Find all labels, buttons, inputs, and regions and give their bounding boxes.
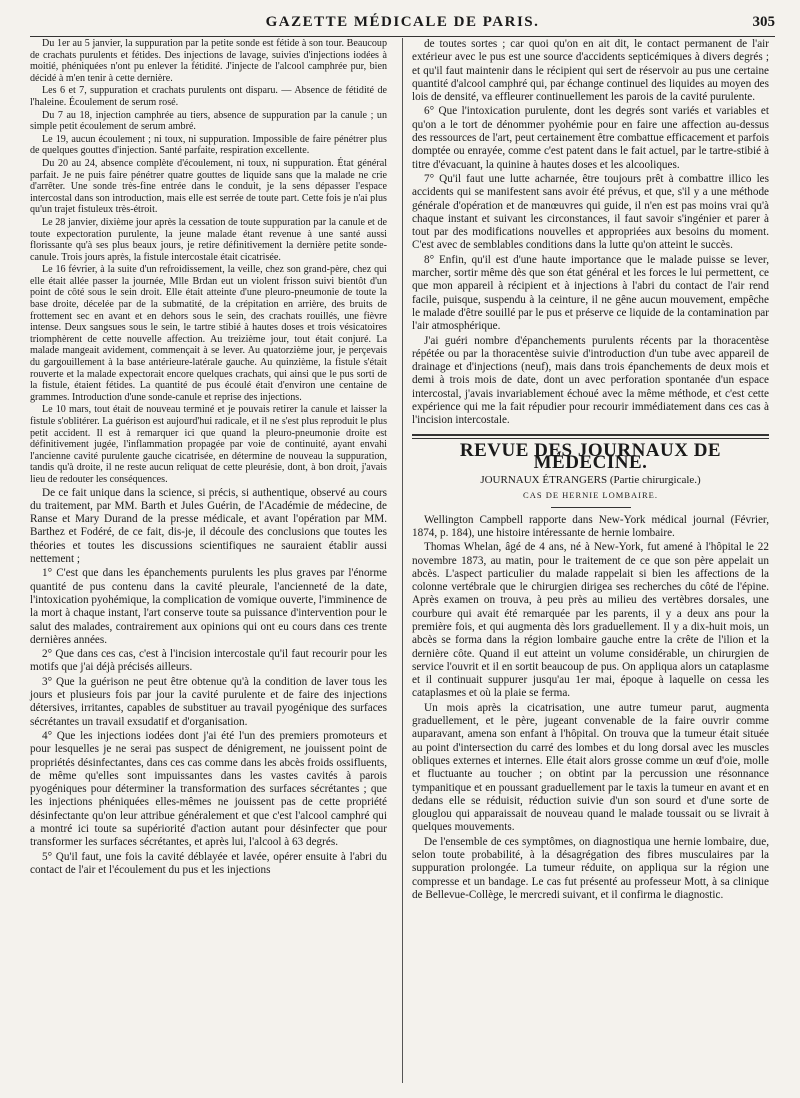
section-rule: [412, 438, 769, 439]
paragraph: De l'ensemble de ces symptômes, on diagnostiqua une hernie lombaire, due, selon toute probabilité, à la désagrégation des fibres musculaires par la suppuration prolongée. La tumeur réduite, on appliqua sur la région une compresse et un bandage. Le cas fut présenté au professeur Mott, à sa clinique de Bellevue-Collège, le mercredi suivant, et il confirma le diagnostic.: [412, 835, 769, 901]
journal-title: GAZETTE MÉDICALE DE PARIS.: [265, 14, 540, 30]
paragraph: Le 16 février, à la suite d'un refroidissement, la veille, chez son grand-père, chez qui elle était allée passer la journée, Mlle Brdan eut un violent frisson suivi bientôt d'un point de côté sous le sein droit. Elle était atteinte d'une pleuro-pneumonie de toute la base droite, décelée par de la submatité, de la crépitation en arrière, des bruits de frottement sec en avant et en dehors sous le sein, des crachats rouillés, une fièvre intense. Deux sangsues sous le sein, le tartre stibié à hautes doses et trois vésicatoires triomphèrent de cette nouvelle affection. Au treizième jour, tout était conjuré. La malade mangeait avidement, commençait à se lever. Au quatorzième jour, je perçevais du gargouillement à la base antérieure-latérale gauche. Au quinzième, la fistule s'était rouverte et la malade expectorait encore quelques crachats, qui ainsi que le pus sorti de la fistule, étaient fétides. La quantité de pus écoulé était d'environ une centaine de grammes. Introduction d'une sonde-canule et reprise des injections.: [30, 264, 387, 403]
section-subtitle: JOURNAUX ÉTRANGERS (Partie chirurgicale.): [480, 473, 701, 486]
paragraph: Du 7 au 18, injection camphrée au tiers, absence de suppuration par la canule ; un simple petit écoulement de serum ambré.: [30, 109, 387, 133]
short-rule: [551, 507, 631, 508]
paragraph: 1° C'est que dans les épanchements purulents les plus graves par l'énorme quantité de pus contenu dans la cavité pleurale, l'ancienneté de la date, l'intoxication pyohémique, la complication de vomique ouverte, l'imminence de la mort à chaque instant, l'art conserve toute sa puissance d'intervention pour le salut des malades, contrairement aux opinions qui ont eu cours dans ces trente dernières années.: [30, 567, 387, 646]
case-title: CAS DE HERNIE LOMBAIRE.: [523, 490, 658, 501]
paragraph: 5° Qu'il faut, une fois la cavité déblayée et lavée, opérer ensuite à l'abri du contact de l'air et l'écoulement du pus et les injections: [30, 850, 387, 876]
page-header: [30, 12, 775, 37]
conclusions: [30, 487, 387, 878]
paragraph: 4° Que les injections iodées dont j'ai été l'un des premiers promoteurs et pour lesquelles je ne serai pas suspect de dénigrement, ne jouissent point de propriétés désinfectantes, dans ces cas comme dans les abcès froids ossifluents, de même qu'elles sont impuissantes dans les vastes cavités à parois pyogéniques pour déterminer la transformation des surfaces sécrétantes ; que les injections phéniquées elles-mêmes ne jouissent pas de cette propriété désinfectante qu'on leur attribue généralement et que c'est l'alcool camphré qui a montré ici toute sa supériorité d'action autant pour désinfecter que pour transformer les surfaces sécrétantes, et après lui, l'alcool à 63 degrés.: [30, 729, 387, 849]
paragraph: De ce fait unique dans la science, si précis, si authentique, observé au cours du traitement, par MM. Barth et Jules Guérin, de l'Académie de médecine, de Ranse et Mary Durand de la presse médicale, et avant l'opération par MM. Barthez et Fodéré, de ce fait, dis-je, il découle des conclusions que toutes les théories et toutes les discussions scientifiques ne sauraient établir aussi nettement ;: [30, 486, 387, 566]
paragraph: Le 10 mars, tout était de nouveau terminé et je pouvais retirer la canule et laisser la fistule s'oblitérer. La guérison est aujourd'hui radicale, et il ne s'est plus reproduit le plus petit accident. Il est à remarquer ici que quand la pleuro-pneumonie droite est définitivement jugée, l'inflammation propagée par voie de continuité, ayant envahi l'ancienne cavité purulente gauche cicatrisée, en détermine de nouveau la suppuration, tandis qu'à droite, il ne reste aucun reliquat de cette pleurésie, dont, à bon droit, j'avais lieu de redouter les conséquences.: [30, 404, 387, 485]
left-column: [30, 38, 387, 878]
paragraph: Du 1er au 5 janvier, la suppuration par la petite sonde est fétide à son tour. Beaucoup de crachats purulents et fétides. Des injections de lavage, suivies d'injections iodées à moitié, phéniquées n'ont pu enlever la fétidité. J'injecte de l'alcool camphrée pur, bien décidé à m'en tenir à cette dernière.: [30, 38, 387, 84]
paragraph: 6° Que l'intoxication purulente, dont les degrés sont variés et variables et qu'on a le tort de dénommer pyohémie pour en faire une affection au-dessus des ressources de l'art, peut certainement être combattue efficacement et parfois domptée ou enrayée, comme c'est patent dans le fait actuel, par le tartre-stibié à titre d'évacuant, la quinine à hautes doses et les alcooliques.: [412, 105, 769, 171]
right-column: [412, 38, 769, 903]
paragraph: Les 6 et 7, suppuration et crachats purulents ont disparu. — Absence de fétidité de l'haleine. Écoulement de serum rosé.: [30, 85, 387, 108]
paragraph: 7° Qu'il faut une lutte acharnée, être toujours prêt à combattre illico les accidents qui se manifestent sans avoir été prévus, et que, s'il y a une méthode générale d'opération et de manœuvres qui guide, il n'en est pas moins vrai qu'à chaque instant et suivant les circonstances, il faut savoir s'ingénier et parer à tout par des modifications nouvelles et appropriées aux besoins du moment. C'est avec de semblables conditions dans la lutte qu'on atteint le succès.: [412, 172, 769, 252]
paragraph: Le 28 janvier, dixième jour après la cessation de toute suppuration par la canule et de toute expectoration purulente, la jeune malade étant revenue à une santé aussi florissante qu'à ses plus beaux jours, je retire définitivement la dernière petite sonde-canule. Trois jours après, la fistule intercostale était cicatrisée.: [30, 216, 387, 263]
section-title: REVUE DES JOURNAUX DE MÉDECINE.: [459, 439, 722, 474]
paragraph: Thomas Whelan, âgé de 4 ans, né à New-York, fut amené à l'hôpital le 22 novembre 1873, au matin, pour le traitement de ce que son père appelait un abcès. L'aspect particulier du malade rappelait si bien les affections de la colonne vertébrale que le chirurgien dirigea ses recherches du côté de l'épine. Après examen on trouva, à peu près au milieu des vertèbres dorsales, une courbure qui avait été remarquée par les parents, il y a deux ans pour la première fois, et qui augmenta dès lors graduellement. Il y a dix-huit mois, un abcès se forma dans la région lombaire gauche entre la crête de l'ilion et la dernière côte. Quand il eut atteint un volume considérable, un chirurgien de service l'ouvrit et il en sortit beaucoup de pus. On appliqua alors un cataplasme et il continuait suppurer jusqu'au 1er mai, époque à laquelle on cessa les cataplasmes et où la plaie se ferma.: [412, 541, 769, 700]
column-divider: [402, 38, 403, 1083]
paragraph: 8° Enfin, qu'il est d'une haute importance que le malade puisse se lever, marcher, sortir même dès que son état général et les forces le lui permettent, ce que mon appareil à récipient et à injections à l'abri du contact de l'air rend facile, puisque, suspendu à la ceinture, il ne gêne aucun mouvement, empêche le malade d'être souillé par le pus et préserve ce liquide de la contamination par l'air atmosphérique.: [412, 253, 769, 333]
paragraph: de toutes sortes ; car quoi qu'on en ait dit, le contact permanent de l'air extérieur avec le pus est une source d'accidents septicémiques à divers degrés ; et qu'il faut maintenir dans le récipient qui sert de réservoir au pus une certaine quantité d'alcool camphré qui, par échange continuel des liquides au moyen des lois de densité, va effleurer continuellement les parois de la cavité purulente.: [412, 38, 769, 104]
paragraph: 2° Que dans ces cas, c'est à l'incision intercostale qu'il faut recourir pour les motifs que j'ai déjà précisés ailleurs.: [30, 648, 387, 674]
case-notes: [30, 38, 387, 486]
paragraph: Wellington Campbell rapporte dans New-York médical journal (Février, 1874, p. 184), une histoire intéressante de hernie lombaire.: [412, 513, 769, 539]
paragraph: Le 19, aucun écoulement ; ni toux, ni suppuration. Impossible de faire pénétrer plus de quelques gouttes d'injection. Santé parfaite, respiration excellente.: [30, 133, 387, 157]
paragraph: J'ai guéri nombre d'épanchements purulents récents par la thoracentèse répétée ou par la thoracentèse suivie d'introduction d'un tube avec appareil de drainage et d'injections (neuf), mais dans trois épanchements de deux mois et demi à trois mois de date, dont un avec perforation spontanée d'un espace intercostal, j'avais invariablement échoué avec la même méthode, et c'est cette expérience qui me la fait répudier pour recourir immédiatement dans ces cas à l'incision intercostale.: [412, 334, 769, 427]
paragraph: 3° Que la guérison ne peut être obtenue qu'à la condition de laver tous les jours et plusieurs fois par jour la cavité purulente et de faire des injections détersives, irritantes, capables de substituer au travail pyogénique des surfaces sécrétantes un travail exsudatif et d'organisation.: [30, 675, 387, 728]
paragraph: Un mois après la cicatrisation, une autre tumeur parut, augmenta graduellement, et le père, jugeant convenable de la faire ouvrir comme auparavant, amena son enfant à l'hôpital. On trouva que la tumeur était située au point d'intersection du carré des lombes et du long dorsal avec les muscles obliques externes et internes. Elle était alors grosse comme un œuf d'oie, molle et fluctuante au toucher ; on obtint par la percussion une résonnance tympanitique et en poussant graduellement par le taxis la tumeur en avant et en dedans elle se réduisit, réduction suivie d'un son sourd et d'une sorte de glouglou qui apparaissait de nouveau quand le malade toussait ou se livrait à quelques mouvements.: [412, 701, 769, 834]
section-rule: [412, 434, 769, 436]
page-number: 305: [752, 14, 775, 30]
paragraph: Du 20 au 24, absence complète d'écoulement, ni toux, ni suppuration. État général parfait. Je ne puis faire pénétrer quatre gouttes de liquide sans que la malade ne crie d'arrêter. Une sonde très-fine entrée dans le conduit, je la sens dépasser l'espace intercostal dans son introduction, mais elle est serrée de toute part. Cette fois je n'ai plus qu'un trajet fistuleux très-étroit.: [30, 157, 387, 216]
